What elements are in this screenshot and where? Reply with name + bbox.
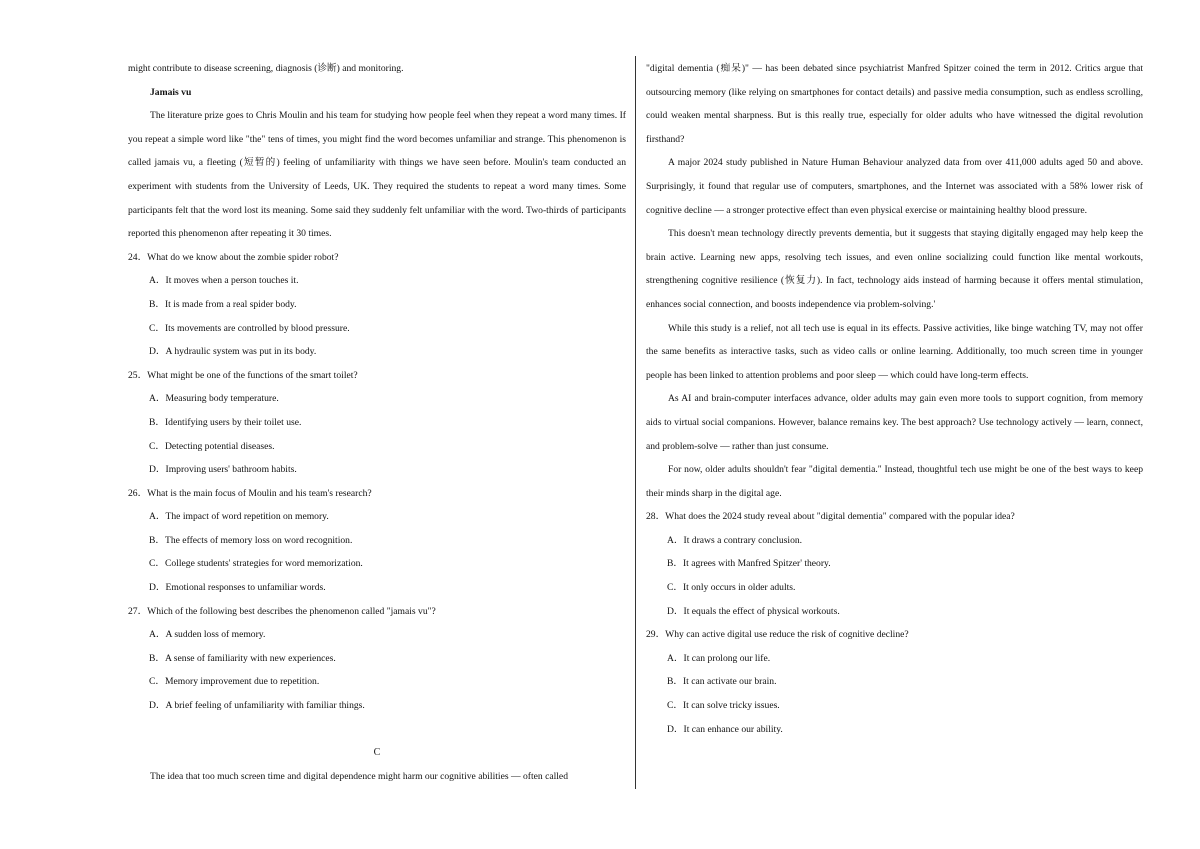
question-stem: 27．Which of the following best describes the phenomenon called "jamais vu"? [128,605,436,617]
passage-paragraph-6: For now, older adults shouldn't fear "digital dementia." Instead, thoughtful tech use might be one of the best ways to keep their minds sharp in the digital age. [646,464,1143,499]
section-c-opening-line: The idea that too much screen time and digital dependence might harm our cognitive abilities — often called [150,770,568,782]
jamais-vu-paragraph: The literature prize goes to Chris Moulin and his team for studying how people feel when they repeat a word many times. If you repeat a simple word like "the" tens of times, you might find the word becomes unfamiliar and strange. This phenomenon is called jamais vu, a fleeting (短暂的) feeling of unfamiliarity with things we have seen before. Moulin's team conducted an experiment with students from the University of Leeds, UK. They required the students to repeat a word many times. Some participants felt that the word lost its meaning. Some said they suddenly felt unfamiliar with the word. Two-thirds of participants reported this phenomenon after repeating it 30 times. [128,110,626,240]
intro-tail-text: might contribute to disease screening, diagnosis (诊断) and monitoring. [128,63,404,74]
option-a[interactable]: A．Measuring body temperature. [149,393,279,405]
option-d[interactable]: D．Emotional responses to unfamiliar words. [149,582,326,594]
question-stem: 28．What does the 2024 study reveal about "digital dementia" compared with the popular idea? [646,511,1015,523]
question-stem: 29．Why can active digital use reduce the risk of cognitive decline? [646,629,909,641]
passage-paragraph-3: This doesn't mean technology directly prevents dementia, but it suggests that staying digitally engaged may help keep the brain active. Learning new apps, resolving tech issues, and even online socializing could function like mental workouts, strengthening cognitive resilience (恢复力). In fact, technology aids instead of harming because it offers mental stimulation, enhances social connection, and boosts independence via problem-solving.' [646,228,1143,310]
option-b[interactable]: B．Identifying users by their toilet use. [149,416,302,428]
option-b[interactable]: B．It can activate our brain. [667,676,777,688]
option-c[interactable]: C．College students' strategies for word memorization. [149,558,363,570]
question-26 [128,482,626,600]
option-a[interactable]: A．A sudden loss of memory. [149,629,266,641]
jamais-vu-heading: Jamais vu [150,86,192,98]
option-c[interactable]: C．It can solve tricky issues. [667,700,780,712]
option-d[interactable]: D．It equals the effect of physical workouts. [667,605,840,617]
option-c[interactable]: C．It only occurs in older adults. [667,582,796,594]
left-column [128,57,626,788]
question-24 [128,246,626,364]
option-a[interactable]: A．It can prolong our life. [667,652,771,664]
passage-paragraph-5: As AI and brain-computer interfaces advance, older adults may gain even more tools to support cognition, from memory aids to virtual social companions. However, balance remains key. The best approach? Use technology actively — learn, connect, and problem-solve — rather than just consume. [646,393,1143,452]
passage-paragraph-2: A major 2024 study published in Nature Human Behaviour analyzed data from over 411,000 adults aged 50 and above. Surprisingly, it found that regular use of computers, smartphones, and the Internet was associated with a 58% lower risk of cognitive decline — a stronger protective effect than even physical exercise or maintaining healthy blood pressure. [646,157,1143,216]
option-a[interactable]: A．It draws a contrary conclusion. [667,534,803,546]
section-c-heading: C [373,747,381,759]
passage-paragraph-1: "digital dementia (痴呆)" — has been debated since psychiatrist Manfred Spitzer coined the term in 2012. Critics argue that outsourcing memory (like relying on smartphones for contact details) and passive media consumption, such as endless scrolling, could weaken mental sharpness. But is this really true, especially for older adults who have witnessed the digital revolution firsthand? [646,63,1143,145]
option-c[interactable]: C．Detecting potential diseases. [149,440,275,452]
option-c[interactable]: C．Its movements are controlled by blood pressure. [149,322,350,334]
passage-paragraph-4: While this study is a relief, not all tech use is equal in its effects. Passive activities, like binge watching TV, may not offer the same benefits as interactive tasks, such as video calls or online learning. Additionally, too much screen time in younger people has been linked to attention problems and poor sleep — which could have long-term effects. [646,322,1143,381]
option-c[interactable]: C．Memory improvement due to repetition. [149,676,320,688]
question-stem: 24．What do we know about the zombie spider robot? [128,251,339,263]
option-d[interactable]: D．A brief feeling of unfamiliarity with familiar things. [149,700,365,712]
option-a[interactable]: A．It moves when a person touches it. [149,275,299,287]
question-25 [128,364,626,482]
option-a[interactable]: A．The impact of word repetition on memory. [149,511,329,523]
question-stem: 25．What might be one of the functions of the smart toilet? [128,369,358,381]
option-d[interactable]: D．It can enhance our ability. [667,723,783,735]
option-b[interactable]: B．A sense of familiarity with new experiences. [149,652,336,664]
option-b[interactable]: B．The effects of memory loss on word recognition. [149,534,353,546]
right-column [646,57,1143,741]
option-d[interactable]: D．Improving users' bathroom habits. [149,464,297,476]
option-b[interactable]: B．It agrees with Manfred Spitzer' theory. [667,558,831,570]
question-27 [128,600,626,718]
column-divider [635,56,636,789]
question-stem: 26．What is the main focus of Moulin and his team's research? [128,487,372,499]
option-b[interactable]: B．It is made from a real spider body. [149,298,297,310]
question-28 [646,505,1143,623]
question-29 [646,623,1143,741]
option-d[interactable]: D．A hydraulic system was put in its body. [149,346,317,358]
